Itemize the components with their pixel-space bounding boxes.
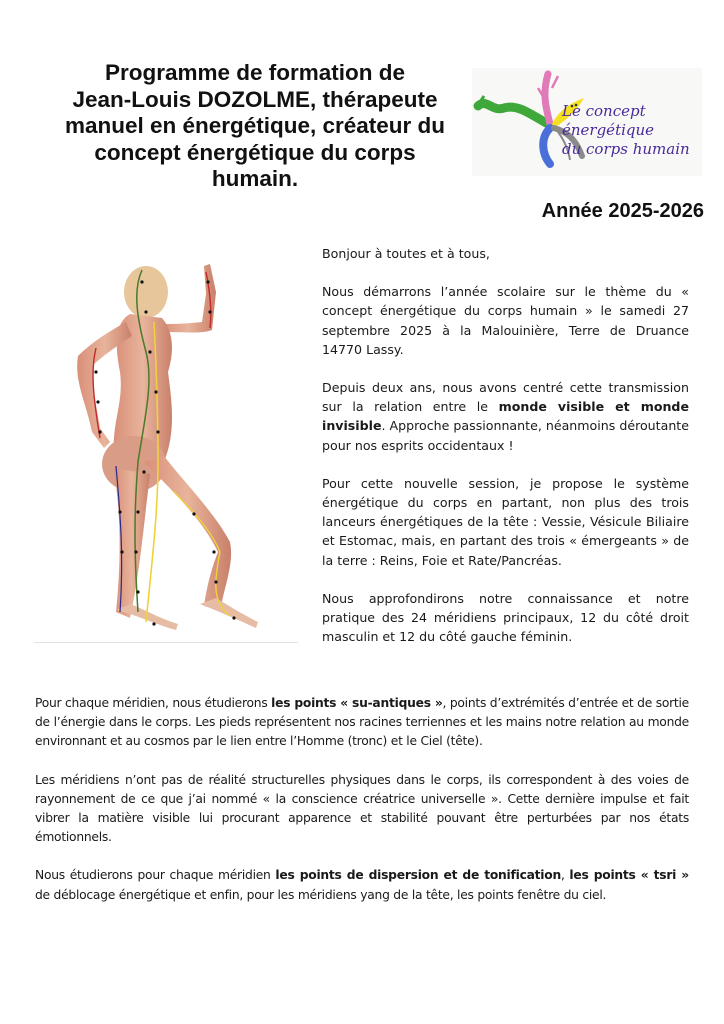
paragraph-conscience: Les méridiens n’ont pas de réalité structurelles physiques dans le corps, ils correspondent à des voies de rayonnement de ce que j’ai nommé « la conscience créatrice universelle ». Cette dernière impulse et fait vibrer la matière visible lui procurant apparence et stabilité pouvant être perturbées par nos états émotionnels. xyxy=(35,772,689,845)
logo-text-line: énergétique xyxy=(562,121,655,139)
bold-text: les points « tsri » xyxy=(569,868,689,883)
title-line: humain. xyxy=(211,166,299,191)
bold-text: monde visible et monde invisible xyxy=(322,399,689,434)
title-line: concept énergétique du corps xyxy=(94,139,416,165)
acupuncture-figure-icon xyxy=(34,252,298,640)
right-column-text xyxy=(322,244,689,665)
bold-text: les points « su-antiques » xyxy=(271,696,443,710)
title-line: Jean-Louis DOZOLME, thérapeute xyxy=(72,86,438,112)
greeting: Bonjour à toutes et à tous, xyxy=(322,246,490,261)
concept-logo xyxy=(472,68,702,176)
paragraph-transmission xyxy=(322,378,689,455)
text-run: de déblocage énergétique et enfin, pour les méridiens yang de la tête, les points fenêtre du ciel. xyxy=(35,887,607,902)
figure-divider xyxy=(34,642,298,643)
paragraph-su-antiques xyxy=(35,694,689,752)
meridian-body-illustration xyxy=(34,252,298,640)
text-run: , xyxy=(560,868,570,883)
paragraph-meridians: Nous approfondirons notre connaissance et notre pratique des 24 méridiens principaux, 12 du côté droit masculin et 12 du côté gauche féminin. xyxy=(322,590,689,645)
logo-text-line: Le concept xyxy=(562,102,646,120)
text-run: , points d’extrémités d’entrée et de sortie de l’énergie dans le corps. Les pieds représentent nos racines terriennes et les mains notre relation au monde environnant et au cosmos par le lien entre l’Homme (tronc) et le Ciel (tête). xyxy=(35,696,689,749)
text-run: . Approche passionnante, néanmoins déroutante pour nos esprits occidentaux ! xyxy=(322,418,689,453)
bold-text: les points de dispersion et de tonification xyxy=(275,868,561,883)
text-run: Nous étudierons pour chaque méridien xyxy=(35,868,276,883)
title-line: Programme de formation de xyxy=(104,60,406,85)
text-run: Depuis deux ans, nous avons centré cette transmission sur la relation entre le xyxy=(322,380,689,415)
body-text xyxy=(35,694,689,924)
paragraph-points xyxy=(35,866,689,904)
school-year: Année 2025-2026 xyxy=(541,200,704,222)
title-line: manuel en énergétique, créateur du xyxy=(64,113,446,138)
document-title xyxy=(40,60,470,193)
paragraph-session: Pour cette nouvelle session, je propose le système énergétique du corps en partant, non plus des trois lanceurs énergétiques de la tête : Vessie, Vésicule Biliaire et Estomac, mais, en partant des trois « émergeants » de la terre : Reins, Foie et Rate/Pancréas. xyxy=(322,475,689,568)
logo-text-line: du corps humain xyxy=(562,140,690,158)
paragraph-intro: Nous démarrons l’année scolaire sur le thème du « concept énergétique du corps humain » le samedi 27 septembre 2025 à la Malouinière, Terre de Druance 14770 Lassy. xyxy=(322,284,689,357)
text-run: Pour chaque méridien, nous étudierons xyxy=(35,696,272,710)
